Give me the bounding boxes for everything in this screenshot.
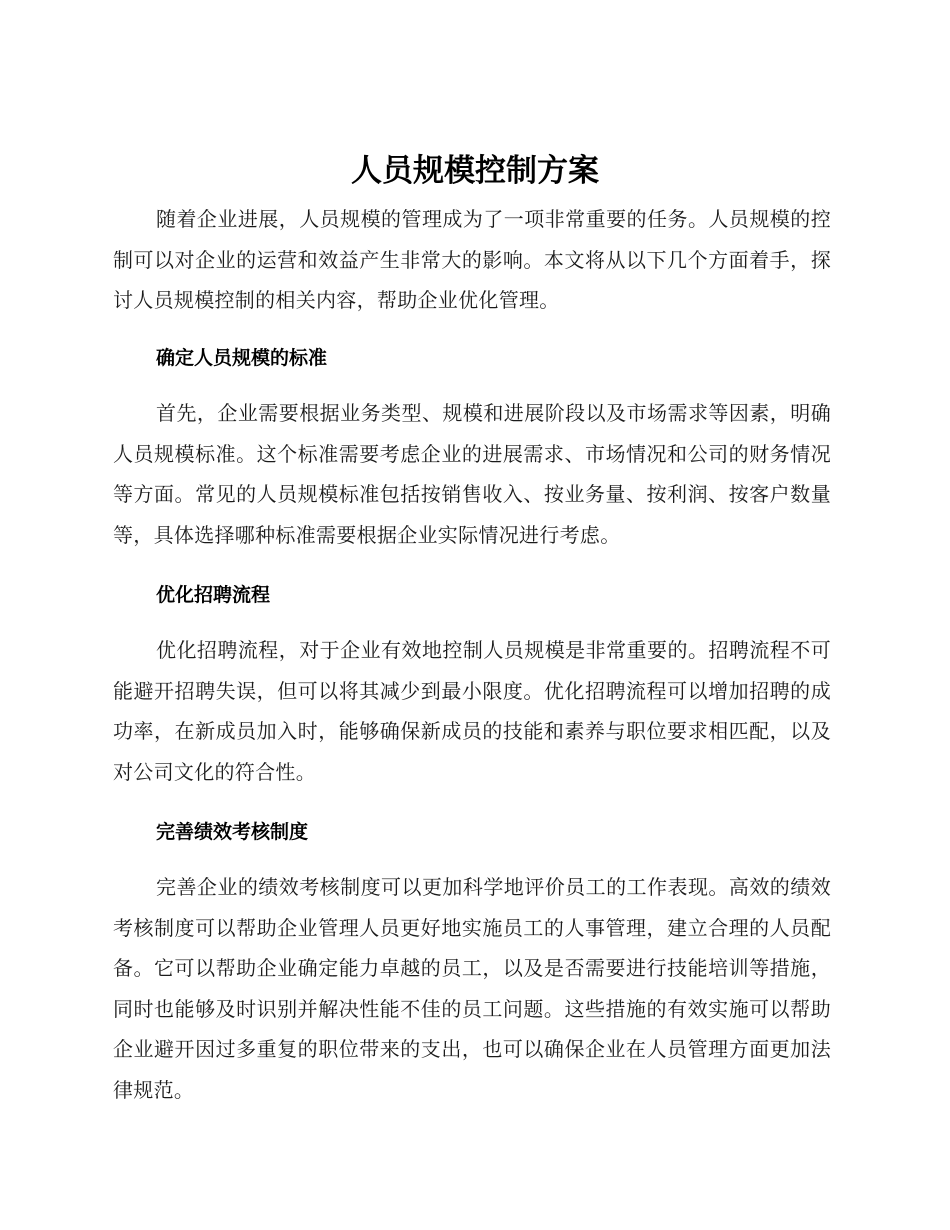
section-body-block-performance [113, 867, 831, 1110]
section-heading-recruitment: 优化招聘流程 [156, 584, 271, 606]
section-body-performance: 完善企业的绩效考核制度可以更加科学地评价员工的工作表现。高效的绩效考核制度可以帮助企业管理人员更好地实施员工的人事管理，建立合理的人员配备。它可以帮助企业确定能力卓越的员工，以及是否需要进行技能培训等措施，同时也能够及时识别并解决性能不佳的员工问题。这些措施的有效实施可以帮助企业避开因过多重复的职位带来的支出，也可以确保企业在人员管理方面更加法律规范。 [113, 875, 831, 1102]
section-body-block-recruitment [113, 630, 831, 792]
section-body-block-standard [113, 393, 831, 555]
section-body-standard: 首先，企业需要根据业务类型、规模和进展阶段以及市场需求等因素，明确人员规模标准。这个标准需要考虑企业的进展需求、市场情况和公司的财务情况等方面。常见的人员规模标准包括按销售收入、按业务量、按利润、按客户数量等，具体选择哪种标准需要根据企业实际情况进行考虑。 [113, 401, 831, 547]
document-title: 人员规模控制方案 [351, 153, 599, 189]
intro-paragraph: 随着企业进展，人员规模的管理成为了一项非常重要的任务。人员规模的控制可以对企业的运营和效益产生非常大的影响。本文将从以下几个方面着手，探讨人员规模控制的相关内容，帮助企业优化管理。 [113, 207, 831, 312]
intro-paragraph-block [113, 199, 831, 321]
section-heading-standard: 确定人员规模的标准 [156, 347, 328, 369]
section-heading-performance: 完善绩效考核制度 [156, 821, 309, 843]
section-body-recruitment: 优化招聘流程，对于企业有效地控制人员规模是非常重要的。招聘流程不可能避开招聘失误，但可以将其减少到最小限度。优化招聘流程可以增加招聘的成功率，在新成员加入时，能够确保新成员的技能和素养与职位要求相匹配，以及对公司文化的符合性。 [113, 638, 831, 784]
